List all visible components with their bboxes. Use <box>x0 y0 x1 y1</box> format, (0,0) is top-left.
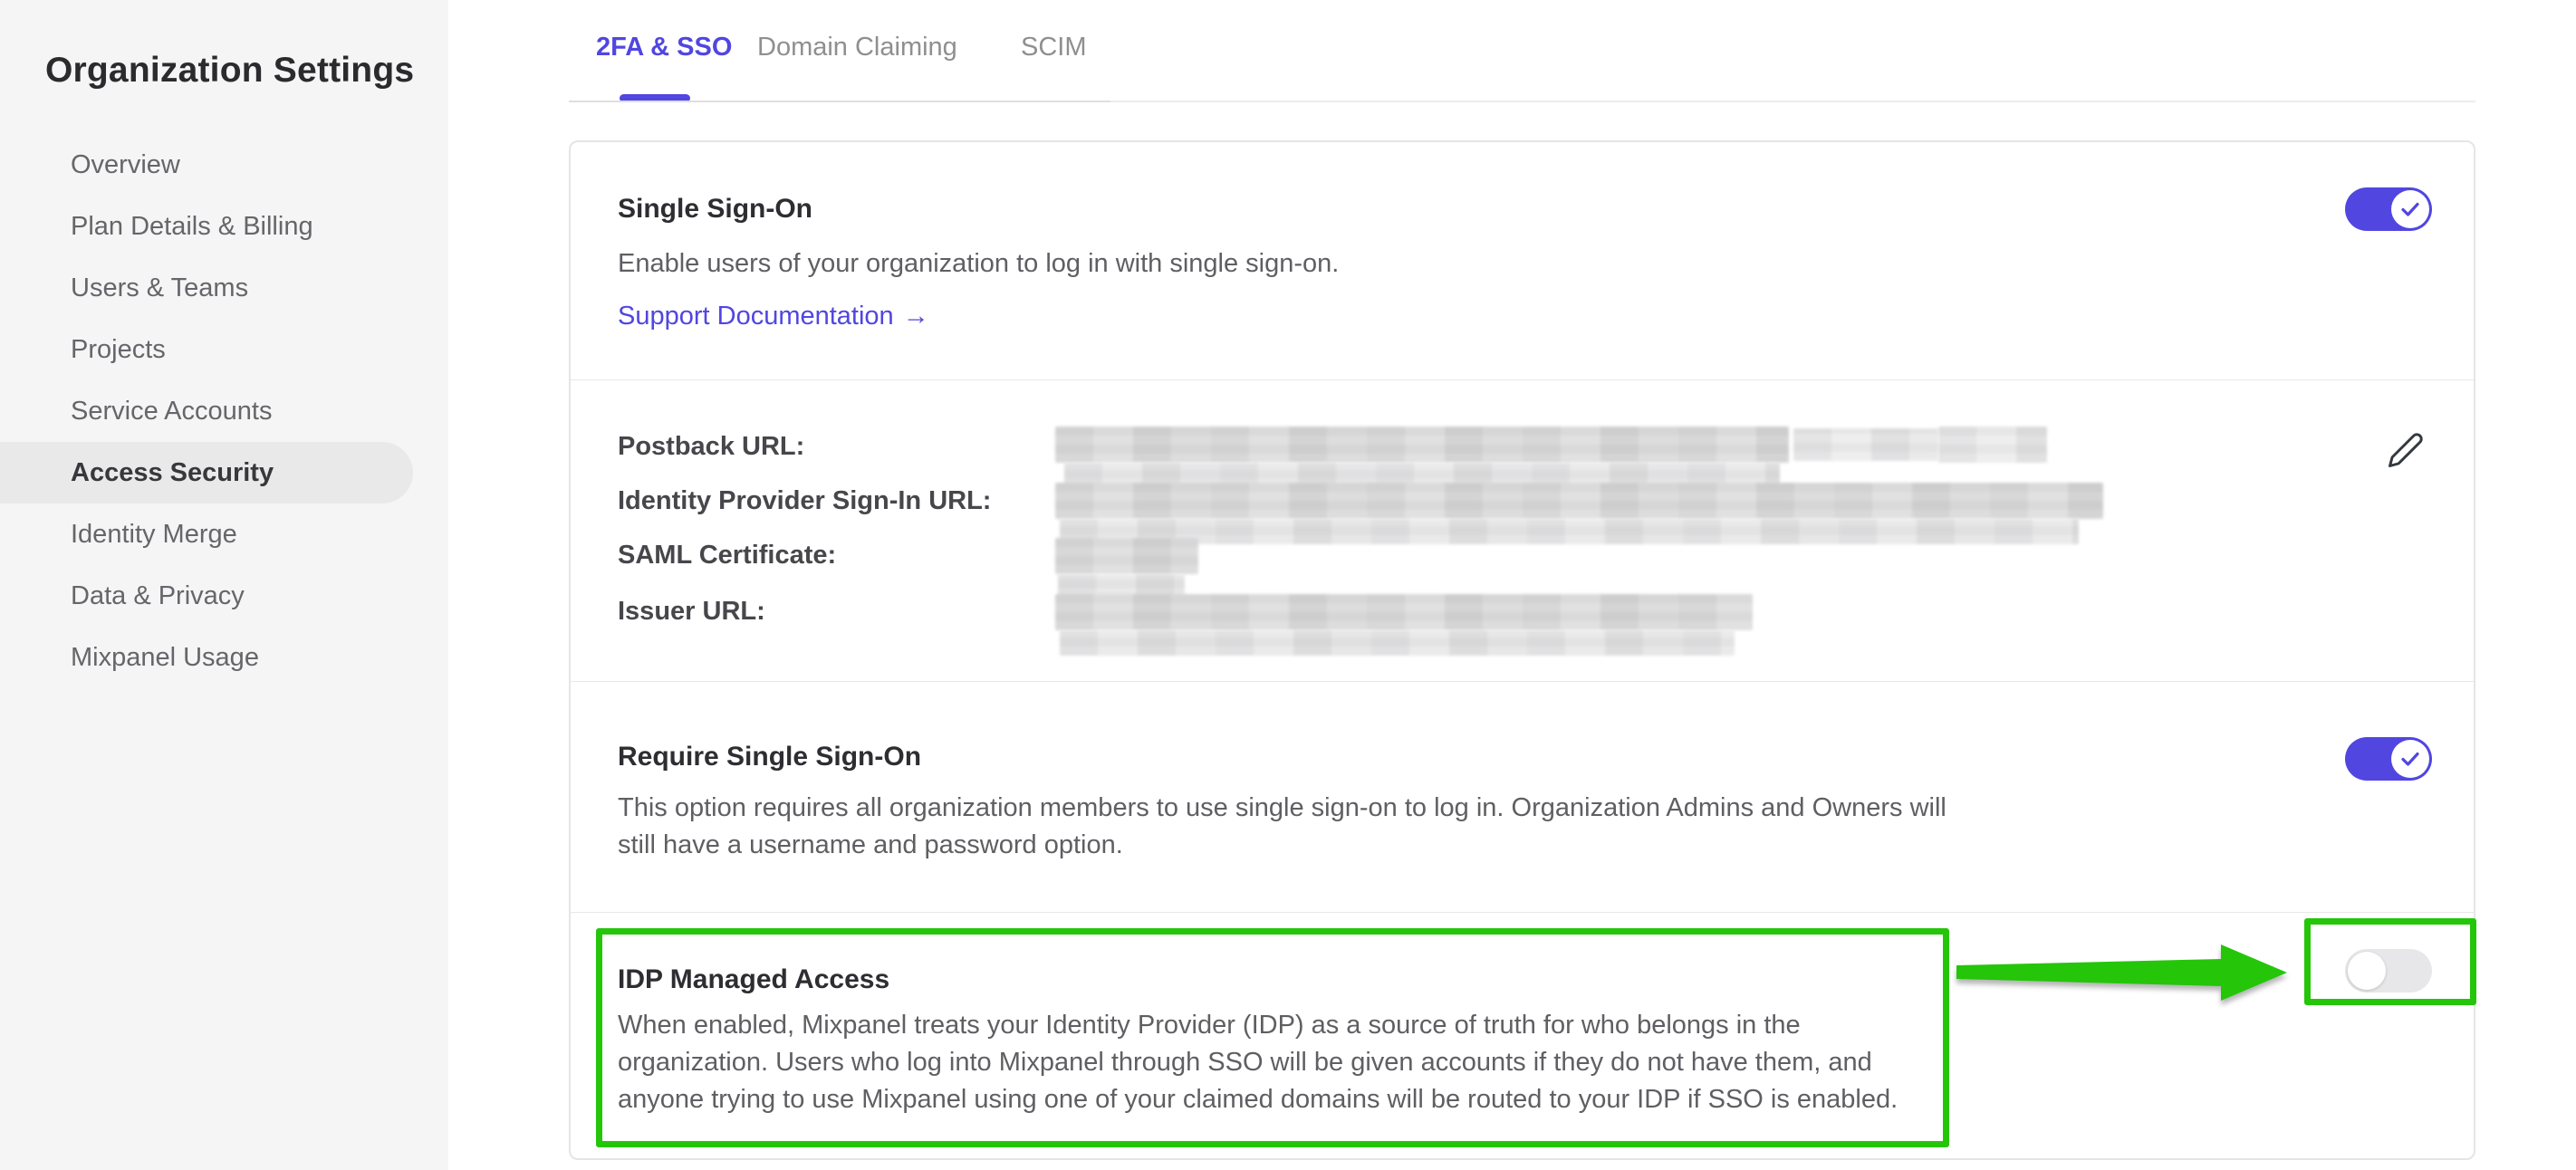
postback-url-value-redacted-faint <box>1793 428 1938 461</box>
sidebar-item-identity-merge[interactable]: Identity Merge <box>71 519 237 549</box>
edit-saml-settings-button[interactable] <box>2386 430 2426 470</box>
idp-signin-url-value-redacted <box>1055 483 2103 519</box>
sidebar-item-users-teams[interactable]: Users & Teams <box>71 273 249 302</box>
single-sign-on-toggle[interactable] <box>2345 187 2432 231</box>
sidebar-item-projects[interactable]: Projects <box>71 334 166 364</box>
saml-certificate-label: SAML Certificate: <box>618 541 837 570</box>
sidebar-item-data-privacy[interactable]: Data & Privacy <box>71 580 245 610</box>
section-divider <box>571 912 2474 913</box>
issuer-url-label: Issuer URL: <box>618 597 765 626</box>
toggle-knob <box>2391 190 2429 228</box>
sidebar-item-mixpanel-usage[interactable]: Mixpanel Usage <box>71 642 259 672</box>
annotation-green-arrow-icon <box>1956 912 2292 1039</box>
postback-url-label: Postback URL: <box>618 432 805 461</box>
sidebar-item-overview[interactable]: Overview <box>71 149 180 179</box>
single-sign-on-title: Single Sign-On <box>618 194 812 224</box>
tab-2fa-sso[interactable]: 2FA & SSO <box>596 33 733 62</box>
idp-managed-access-toggle[interactable] <box>2345 949 2432 993</box>
tab-bar <box>569 0 2475 102</box>
idp-managed-access-description: When enabled, Mixpanel treats your Identity Provider (IDP) as a source of truth for who belongs in the organization. Users who log into Mixpanel through SSO will be given accounts if they do not have them, and anyone trying to use Mixpanel using one of your claimed domains will be routed to your IDP if SSO is enabled. <box>618 1011 1898 1114</box>
require-sso-title: Require Single Sign-On <box>618 742 922 772</box>
idp-managed-access-title: IDP Managed Access <box>618 964 890 994</box>
toggle-knob <box>2391 740 2429 778</box>
sidebar-item-plan-details-billing[interactable]: Plan Details & Billing <box>71 211 313 241</box>
postback-url-value-redacted <box>1055 427 1789 463</box>
section-divider <box>571 681 2474 682</box>
arrow-right-icon: → <box>902 302 929 331</box>
support-documentation-link[interactable] <box>618 302 929 331</box>
sidebar-item-access-security[interactable]: Access Security <box>0 442 413 503</box>
checkmark-icon <box>2399 748 2421 770</box>
postback-url-value-redacted-faint <box>1938 427 2047 463</box>
sidebar <box>0 0 448 1170</box>
access-security-card <box>569 140 2475 1160</box>
tab-scim[interactable]: SCIM <box>1021 33 1087 62</box>
idp-signin-url-label: Identity Provider Sign-In URL: <box>618 486 992 515</box>
tab-domain-claiming[interactable]: Domain Claiming <box>757 33 957 62</box>
saml-certificate-value-redacted <box>1055 538 1198 574</box>
tab-strip-divider <box>569 101 1110 102</box>
page-title: Organization Settings <box>45 51 415 90</box>
pencil-icon <box>2387 431 2425 469</box>
checkmark-icon <box>2399 198 2421 220</box>
require-sso-description: This option requires all organization members to use single sign-on to log in. Organization Admins and Owners will still have a username and password option. <box>618 793 1946 859</box>
require-sso-toggle[interactable] <box>2345 737 2432 781</box>
sidebar-item-service-accounts[interactable]: Service Accounts <box>71 396 273 426</box>
issuer-url-value-redacted-sub <box>1060 630 1735 656</box>
section-divider <box>571 379 2474 380</box>
single-sign-on-description: Enable users of your organization to log in with single sign-on. <box>618 249 1340 278</box>
support-documentation-label: Support Documentation <box>618 302 894 331</box>
sidebar-nav <box>0 134 413 688</box>
issuer-url-value-redacted <box>1055 594 1753 630</box>
toggle-knob <box>2348 952 2386 990</box>
idp-signin-url-value-redacted-sub <box>1060 519 2079 544</box>
